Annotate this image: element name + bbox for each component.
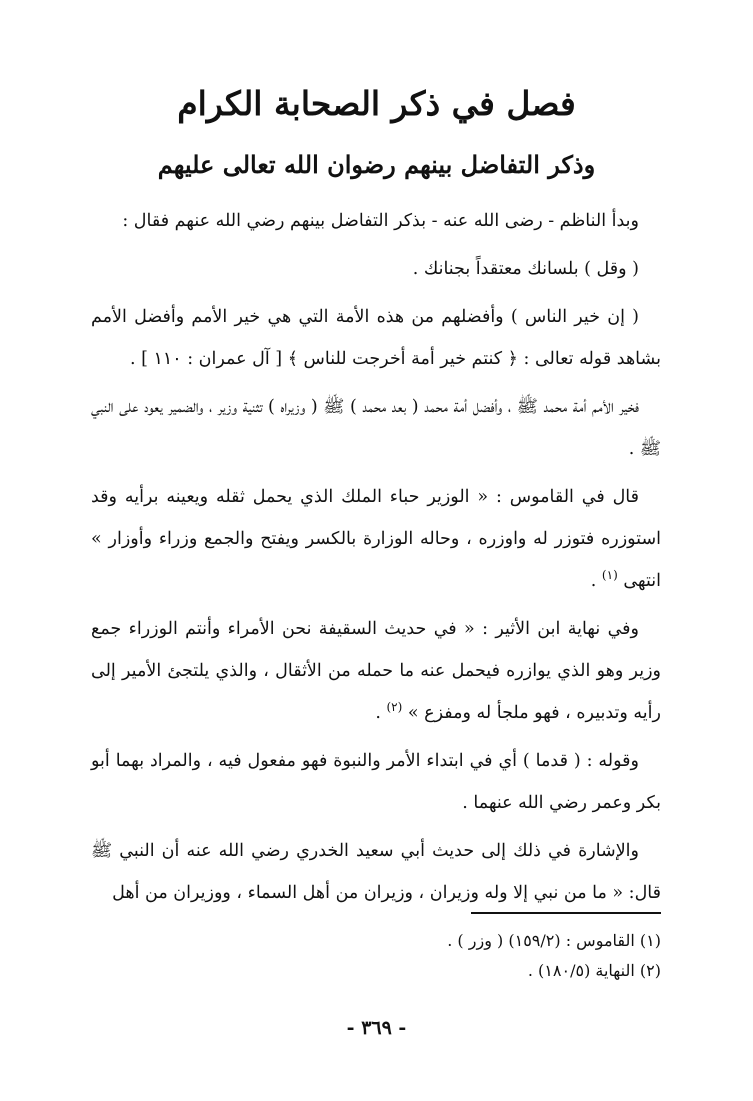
chapter-title: فصل في ذكر الصحابة الكرام <box>177 84 576 123</box>
paragraph-hadith <box>91 830 661 914</box>
chapter-subtitle: وذكر التفاضل بينهم رضوان الله تعالى عليهم <box>157 150 596 179</box>
footnote-2: (٢) النهاية (١٨٠/٥) . <box>527 961 661 980</box>
footnote-divider <box>471 912 661 914</box>
footnote-reference-1[interactable]: (١) <box>601 568 618 583</box>
paragraph-nihaya-end: . <box>375 703 387 723</box>
paragraph-nihaya-text: وفي نهاية ابن الأثير : « في حديث السقيفة نحن الأمراء وأنتم الوزراء جمع وزير وهو الذي يوازره فيحمل عنه ما حمله من الأثقال ، والذي يلتجئ الأمير إلى رأيه وتدبيره ، فهو ملجأ له ومفزع » <box>91 619 661 723</box>
paragraph-qidman <box>91 740 661 824</box>
paragraph-wa-qul-text: ( وقل ) بلسانك معتقداً بجنانك . <box>412 259 639 279</box>
paragraph-khayr-al-nas-text: ( إن خير الناس ) وأفضلهم من هذه الأمة التي هي خير الأمم وأفضل الأمم بشاهد قوله تعالى : ﴿ كنتم خير أمة أخرجت للناس ﴾ [ آل عمران : ١١٠ ] . <box>91 307 661 369</box>
paragraph-intro <box>91 200 661 242</box>
paragraph-wazirahu-text: فخير الأمم أمة محمد ﷺ ، وأفضل أمة محمد ( بعد محمد ) ﷺ ( وزيراه ) تثنية وزير ، والضمير يعود على النبي ﷺ . <box>91 397 661 459</box>
paragraph-wa-qul <box>91 248 661 290</box>
paragraph-qamus-text: قال في القاموس : « الوزير حباء الملك الذي يحمل ثقله ويعينه برأيه وقد استوزره فتوزر له واوزره ، وحاله الوزارة بالكسر ويفتح والجمع وزراء وأوزار » انتهى <box>91 487 661 591</box>
page-number: - ٣٦٩ - <box>346 1017 407 1039</box>
paragraph-qamus <box>91 476 661 602</box>
paragraph-intro-text: وبدأ الناظم - رضى الله عنه - بذكر التفاضل بينهم رضي الله عنهم فقال : <box>122 211 639 231</box>
paragraph-qamus-end: . <box>590 571 602 591</box>
paragraph-qidman-text: وقوله : ( قدما ) أي في ابتداء الأمر والنبوة فهو مفعول فيه ، والمراد بهما أبو بكر وعمر رضي الله عنهما . <box>91 751 661 813</box>
paragraph-hadith-text: والإشارة في ذلك إلى حديث أبي سعيد الخدري رضي الله عنه أن النبي ﷺ قال: « ما من نبي إلا وله وزيران ، وزيران من أهل السماء ، ووزيران من أهل <box>91 841 661 903</box>
footnotes <box>91 926 661 986</box>
paragraph-wazirahu <box>91 386 661 470</box>
body-text <box>91 200 661 916</box>
paragraph-nihaya <box>91 608 661 734</box>
footnote-reference-2[interactable]: (٢) <box>386 700 403 715</box>
footnote-1: (١) القاموس : (١٥٩/٢) ( وزر ) . <box>447 931 661 950</box>
paragraph-khayr-al-nas <box>91 296 661 380</box>
